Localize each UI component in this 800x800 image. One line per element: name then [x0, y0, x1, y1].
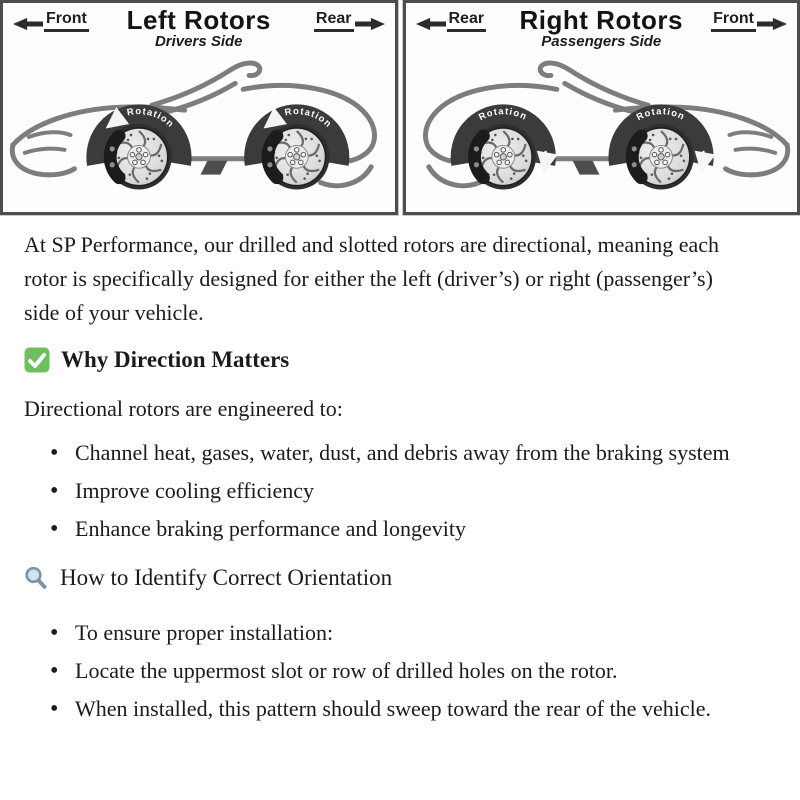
heading-why-direction-matters	[24, 344, 744, 376]
right-panel-header	[406, 3, 798, 53]
front-direction-label	[711, 11, 787, 32]
arrow-right-icon	[757, 17, 787, 31]
heading-text: Why Direction Matters	[61, 347, 290, 372]
benefits-list	[50, 436, 744, 546]
direction-label-text: Front	[44, 11, 89, 32]
left-panel-header	[3, 3, 395, 53]
rear-wheel	[255, 105, 339, 189]
article-body	[0, 215, 800, 726]
rotation-label: Rotation	[283, 105, 335, 130]
check-mark-icon	[24, 347, 50, 373]
rotation-label: Rotation	[476, 105, 530, 123]
panel-title: Right Rotors	[519, 5, 683, 35]
rotation-arrow-cw	[545, 151, 546, 164]
car-illustration-right	[406, 53, 797, 210]
heading-identify-orientation	[24, 562, 744, 594]
rear-wheel	[461, 105, 545, 189]
right-rotors-panel	[403, 0, 800, 215]
panel-subtitle: Passengers Side	[541, 33, 662, 50]
direction-label-text: Rear	[447, 11, 487, 32]
magnifying-glass-icon	[24, 566, 49, 591]
rotation-arrow-cw	[703, 151, 704, 164]
list-item: • Channel heat, gases, water, dust, and debris away from the braking system	[50, 436, 744, 470]
left-rotors-panel	[0, 0, 398, 215]
list-item: • To ensure proper installation:	[50, 616, 744, 650]
rear-direction-label	[314, 11, 385, 32]
heading-text: How to Identify Correct Orientation	[60, 565, 393, 590]
front-wheel	[619, 105, 703, 189]
arrow-right-icon	[355, 17, 385, 31]
lead-sentence: Directional rotors are engineered to:	[24, 396, 343, 421]
list-item: • When installed, this pattern should sweep toward the rear of the vehicle.	[50, 692, 744, 726]
list-item: • Enhance braking performance and longevity	[50, 512, 744, 546]
car-illustration-left	[3, 53, 394, 210]
orientation-steps-list	[50, 616, 744, 726]
list-item: • Locate the uppermost slot or row of drilled holes on the rotor.	[50, 654, 744, 688]
list-item: • Improve cooling efficiency	[50, 474, 744, 508]
rotor-direction-diagram	[0, 0, 800, 215]
panel-title: Left Rotors	[126, 5, 271, 35]
rotation-label: Rotation	[125, 105, 177, 130]
direction-label-text: Front	[711, 11, 756, 32]
intro-paragraph: At SP Performance, our drilled and slotted rotors are directional, meaning each rotor is specifically designed for either the left (driver’s) or right (passenger’s) side of your vehicle.	[24, 232, 720, 325]
rotation-label: Rotation	[633, 105, 687, 123]
front-wheel	[97, 105, 181, 189]
panel-subtitle: Drivers Side	[154, 33, 243, 50]
direction-label-text: Rear	[314, 11, 354, 32]
